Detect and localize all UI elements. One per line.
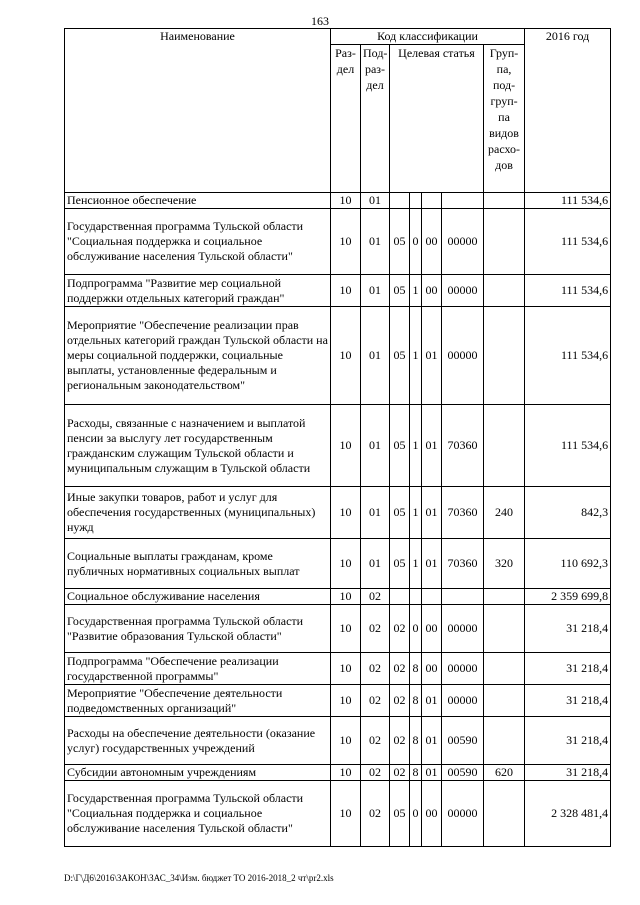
table-row bbox=[65, 405, 611, 487]
cell-c1 bbox=[390, 589, 410, 605]
cell-vr: 320 bbox=[484, 539, 525, 589]
cell-pr: 01 bbox=[361, 209, 390, 275]
cell-name: Социальные выплаты гражданам, кроме публичных нормативных социальных выплат bbox=[65, 539, 331, 589]
table-row bbox=[65, 539, 611, 589]
table-row bbox=[65, 209, 611, 275]
cell-c4: 00590 bbox=[442, 765, 484, 781]
cell-name: Государственная программа Тульской области "Социальная поддержка и социальное обслуживание населения Тульской области" bbox=[65, 209, 331, 275]
cell-amount: 110 692,3 bbox=[525, 539, 611, 589]
cell-pr: 02 bbox=[361, 589, 390, 605]
table-row bbox=[65, 307, 611, 405]
cell-c2: 0 bbox=[410, 605, 422, 653]
cell-c1 bbox=[390, 193, 410, 209]
cell-rz: 10 bbox=[331, 209, 361, 275]
cell-vr bbox=[484, 653, 525, 685]
cell-c2: 1 bbox=[410, 487, 422, 539]
cell-c3: 01 bbox=[422, 685, 442, 717]
cell-c4 bbox=[442, 193, 484, 209]
cell-c4: 00590 bbox=[442, 717, 484, 765]
cell-c3: 01 bbox=[422, 765, 442, 781]
cell-pr: 01 bbox=[361, 275, 390, 307]
header-podrazdel: Под- раз- дел bbox=[361, 45, 390, 193]
cell-vr bbox=[484, 275, 525, 307]
cell-rz: 10 bbox=[331, 653, 361, 685]
cell-rz: 10 bbox=[331, 685, 361, 717]
cell-vr bbox=[484, 781, 525, 847]
cell-c4: 70360 bbox=[442, 539, 484, 589]
cell-c1: 05 bbox=[390, 209, 410, 275]
table-row bbox=[65, 685, 611, 717]
cell-name: Иные закупки товаров, работ и услуг для обеспечения государственных (муниципальных) нужд bbox=[65, 487, 331, 539]
cell-c4 bbox=[442, 589, 484, 605]
cell-pr: 01 bbox=[361, 307, 390, 405]
cell-c2 bbox=[410, 589, 422, 605]
table-row bbox=[65, 781, 611, 847]
table-row bbox=[65, 765, 611, 781]
cell-c3 bbox=[422, 589, 442, 605]
cell-c4: 00000 bbox=[442, 209, 484, 275]
cell-rz: 10 bbox=[331, 589, 361, 605]
cell-rz: 10 bbox=[331, 405, 361, 487]
cell-c2: 1 bbox=[410, 539, 422, 589]
cell-c3: 01 bbox=[422, 487, 442, 539]
cell-c2: 1 bbox=[410, 307, 422, 405]
cell-name: Расходы, связанные с назначением и выплатой пенсии за выслугу лет государственным гражданским служащим Тульской области и муниципальным служащим в Тульской области bbox=[65, 405, 331, 487]
table-row bbox=[65, 717, 611, 765]
cell-rz: 10 bbox=[331, 193, 361, 209]
cell-amount: 31 218,4 bbox=[525, 717, 611, 765]
cell-rz: 10 bbox=[331, 717, 361, 765]
cell-c3: 01 bbox=[422, 307, 442, 405]
cell-pr: 02 bbox=[361, 717, 390, 765]
table-row bbox=[65, 275, 611, 307]
cell-amount: 111 534,6 bbox=[525, 209, 611, 275]
cell-c4: 70360 bbox=[442, 405, 484, 487]
cell-name: Подпрограмма "Обеспечение реализации государственной программы" bbox=[65, 653, 331, 685]
cell-rz: 10 bbox=[331, 275, 361, 307]
cell-c4: 00000 bbox=[442, 275, 484, 307]
cell-amount: 842,3 bbox=[525, 487, 611, 539]
cell-c1: 05 bbox=[390, 781, 410, 847]
cell-name: Социальное обслуживание населения bbox=[65, 589, 331, 605]
cell-c1: 05 bbox=[390, 275, 410, 307]
page-number: 163 bbox=[311, 14, 329, 28]
cell-amount: 31 218,4 bbox=[525, 605, 611, 653]
cell-vr bbox=[484, 405, 525, 487]
cell-c3: 00 bbox=[422, 653, 442, 685]
cell-rz: 10 bbox=[331, 487, 361, 539]
cell-pr: 01 bbox=[361, 405, 390, 487]
cell-c2: 1 bbox=[410, 275, 422, 307]
cell-c1: 02 bbox=[390, 685, 410, 717]
cell-c3: 00 bbox=[422, 275, 442, 307]
cell-c4: 00000 bbox=[442, 685, 484, 717]
cell-c1: 02 bbox=[390, 605, 410, 653]
cell-c2: 0 bbox=[410, 781, 422, 847]
cell-pr: 02 bbox=[361, 781, 390, 847]
cell-c1: 05 bbox=[390, 307, 410, 405]
cell-c2: 8 bbox=[410, 685, 422, 717]
table-row bbox=[65, 193, 611, 209]
cell-amount: 111 534,6 bbox=[525, 193, 611, 209]
file-path-footer: D:\Г\Д6\2016\ЗАКОН\ЗАС_34\Изм. бюджет ТО 2016-2018_2 чт\pr2.xls bbox=[64, 873, 334, 883]
cell-c3: 01 bbox=[422, 717, 442, 765]
table-row bbox=[65, 653, 611, 685]
cell-c2: 8 bbox=[410, 765, 422, 781]
header-target-article: Целевая статья bbox=[390, 45, 484, 193]
cell-name: Субсидии автономным учреждениям bbox=[65, 765, 331, 781]
cell-amount: 2 359 699,8 bbox=[525, 589, 611, 605]
cell-name: Пенсионное обеспечение bbox=[65, 193, 331, 209]
cell-name: Государственная программа Тульской области "Развитие образования Тульской области" bbox=[65, 605, 331, 653]
cell-c3: 00 bbox=[422, 209, 442, 275]
table-row bbox=[65, 589, 611, 605]
cell-amount: 31 218,4 bbox=[525, 685, 611, 717]
cell-name: Расходы на обеспечение деятельности (оказание услуг) государственных учреждений bbox=[65, 717, 331, 765]
cell-vr bbox=[484, 589, 525, 605]
cell-pr: 02 bbox=[361, 653, 390, 685]
cell-c3: 01 bbox=[422, 539, 442, 589]
cell-pr: 02 bbox=[361, 605, 390, 653]
cell-c4: 00000 bbox=[442, 307, 484, 405]
cell-c2: 8 bbox=[410, 717, 422, 765]
cell-c1: 05 bbox=[390, 539, 410, 589]
cell-vr: 240 bbox=[484, 487, 525, 539]
cell-vr bbox=[484, 685, 525, 717]
cell-rz: 10 bbox=[331, 539, 361, 589]
cell-c3: 00 bbox=[422, 605, 442, 653]
table-row bbox=[65, 605, 611, 653]
cell-c2 bbox=[410, 193, 422, 209]
cell-pr: 01 bbox=[361, 193, 390, 209]
cell-vr bbox=[484, 209, 525, 275]
cell-vr bbox=[484, 605, 525, 653]
cell-vr: 620 bbox=[484, 765, 525, 781]
cell-amount: 111 534,6 bbox=[525, 275, 611, 307]
cell-name: Мероприятие "Обеспечение деятельности подведомственных организаций" bbox=[65, 685, 331, 717]
cell-pr: 02 bbox=[361, 765, 390, 781]
cell-amount: 31 218,4 bbox=[525, 653, 611, 685]
header-code-classification: Код классификации bbox=[331, 29, 525, 45]
cell-c1: 02 bbox=[390, 653, 410, 685]
cell-vr bbox=[484, 307, 525, 405]
cell-amount: 111 534,6 bbox=[525, 405, 611, 487]
cell-c3: 00 bbox=[422, 781, 442, 847]
cell-pr: 02 bbox=[361, 685, 390, 717]
cell-c1: 02 bbox=[390, 717, 410, 765]
cell-vr bbox=[484, 193, 525, 209]
cell-rz: 10 bbox=[331, 765, 361, 781]
cell-name: Подпрограмма "Развитие мер социальной поддержки отдельных категорий граждан" bbox=[65, 275, 331, 307]
cell-pr: 01 bbox=[361, 487, 390, 539]
header-expense-group: Груп- па, под- груп- па видов расхо- дов bbox=[484, 45, 525, 193]
cell-c2: 1 bbox=[410, 405, 422, 487]
cell-name: Мероприятие "Обеспечение реализации прав отдельных категорий граждан Тульской области на меры социальной поддержки, социальные выплаты, установленные федеральным и региональным законодательством" bbox=[65, 307, 331, 405]
cell-c2: 8 bbox=[410, 653, 422, 685]
budget-table bbox=[64, 28, 611, 847]
header-year: 2016 год bbox=[525, 29, 611, 193]
cell-c2: 0 bbox=[410, 209, 422, 275]
cell-name: Государственная программа Тульской области "Социальная поддержка и социальное обслуживание населения Тульской области" bbox=[65, 781, 331, 847]
cell-amount: 2 328 481,4 bbox=[525, 781, 611, 847]
cell-c1: 02 bbox=[390, 765, 410, 781]
cell-c1: 05 bbox=[390, 487, 410, 539]
cell-c4: 70360 bbox=[442, 487, 484, 539]
cell-c1: 05 bbox=[390, 405, 410, 487]
cell-vr bbox=[484, 717, 525, 765]
cell-c4: 00000 bbox=[442, 653, 484, 685]
cell-c3: 01 bbox=[422, 405, 442, 487]
header-name: Наименование bbox=[65, 29, 331, 193]
cell-pr: 01 bbox=[361, 539, 390, 589]
cell-c3 bbox=[422, 193, 442, 209]
cell-rz: 10 bbox=[331, 605, 361, 653]
cell-c4: 00000 bbox=[442, 605, 484, 653]
cell-rz: 10 bbox=[331, 307, 361, 405]
table-row bbox=[65, 487, 611, 539]
header-razdel: Раз- дел bbox=[331, 45, 361, 193]
cell-c4: 00000 bbox=[442, 781, 484, 847]
cell-amount: 31 218,4 bbox=[525, 765, 611, 781]
cell-rz: 10 bbox=[331, 781, 361, 847]
cell-amount: 111 534,6 bbox=[525, 307, 611, 405]
